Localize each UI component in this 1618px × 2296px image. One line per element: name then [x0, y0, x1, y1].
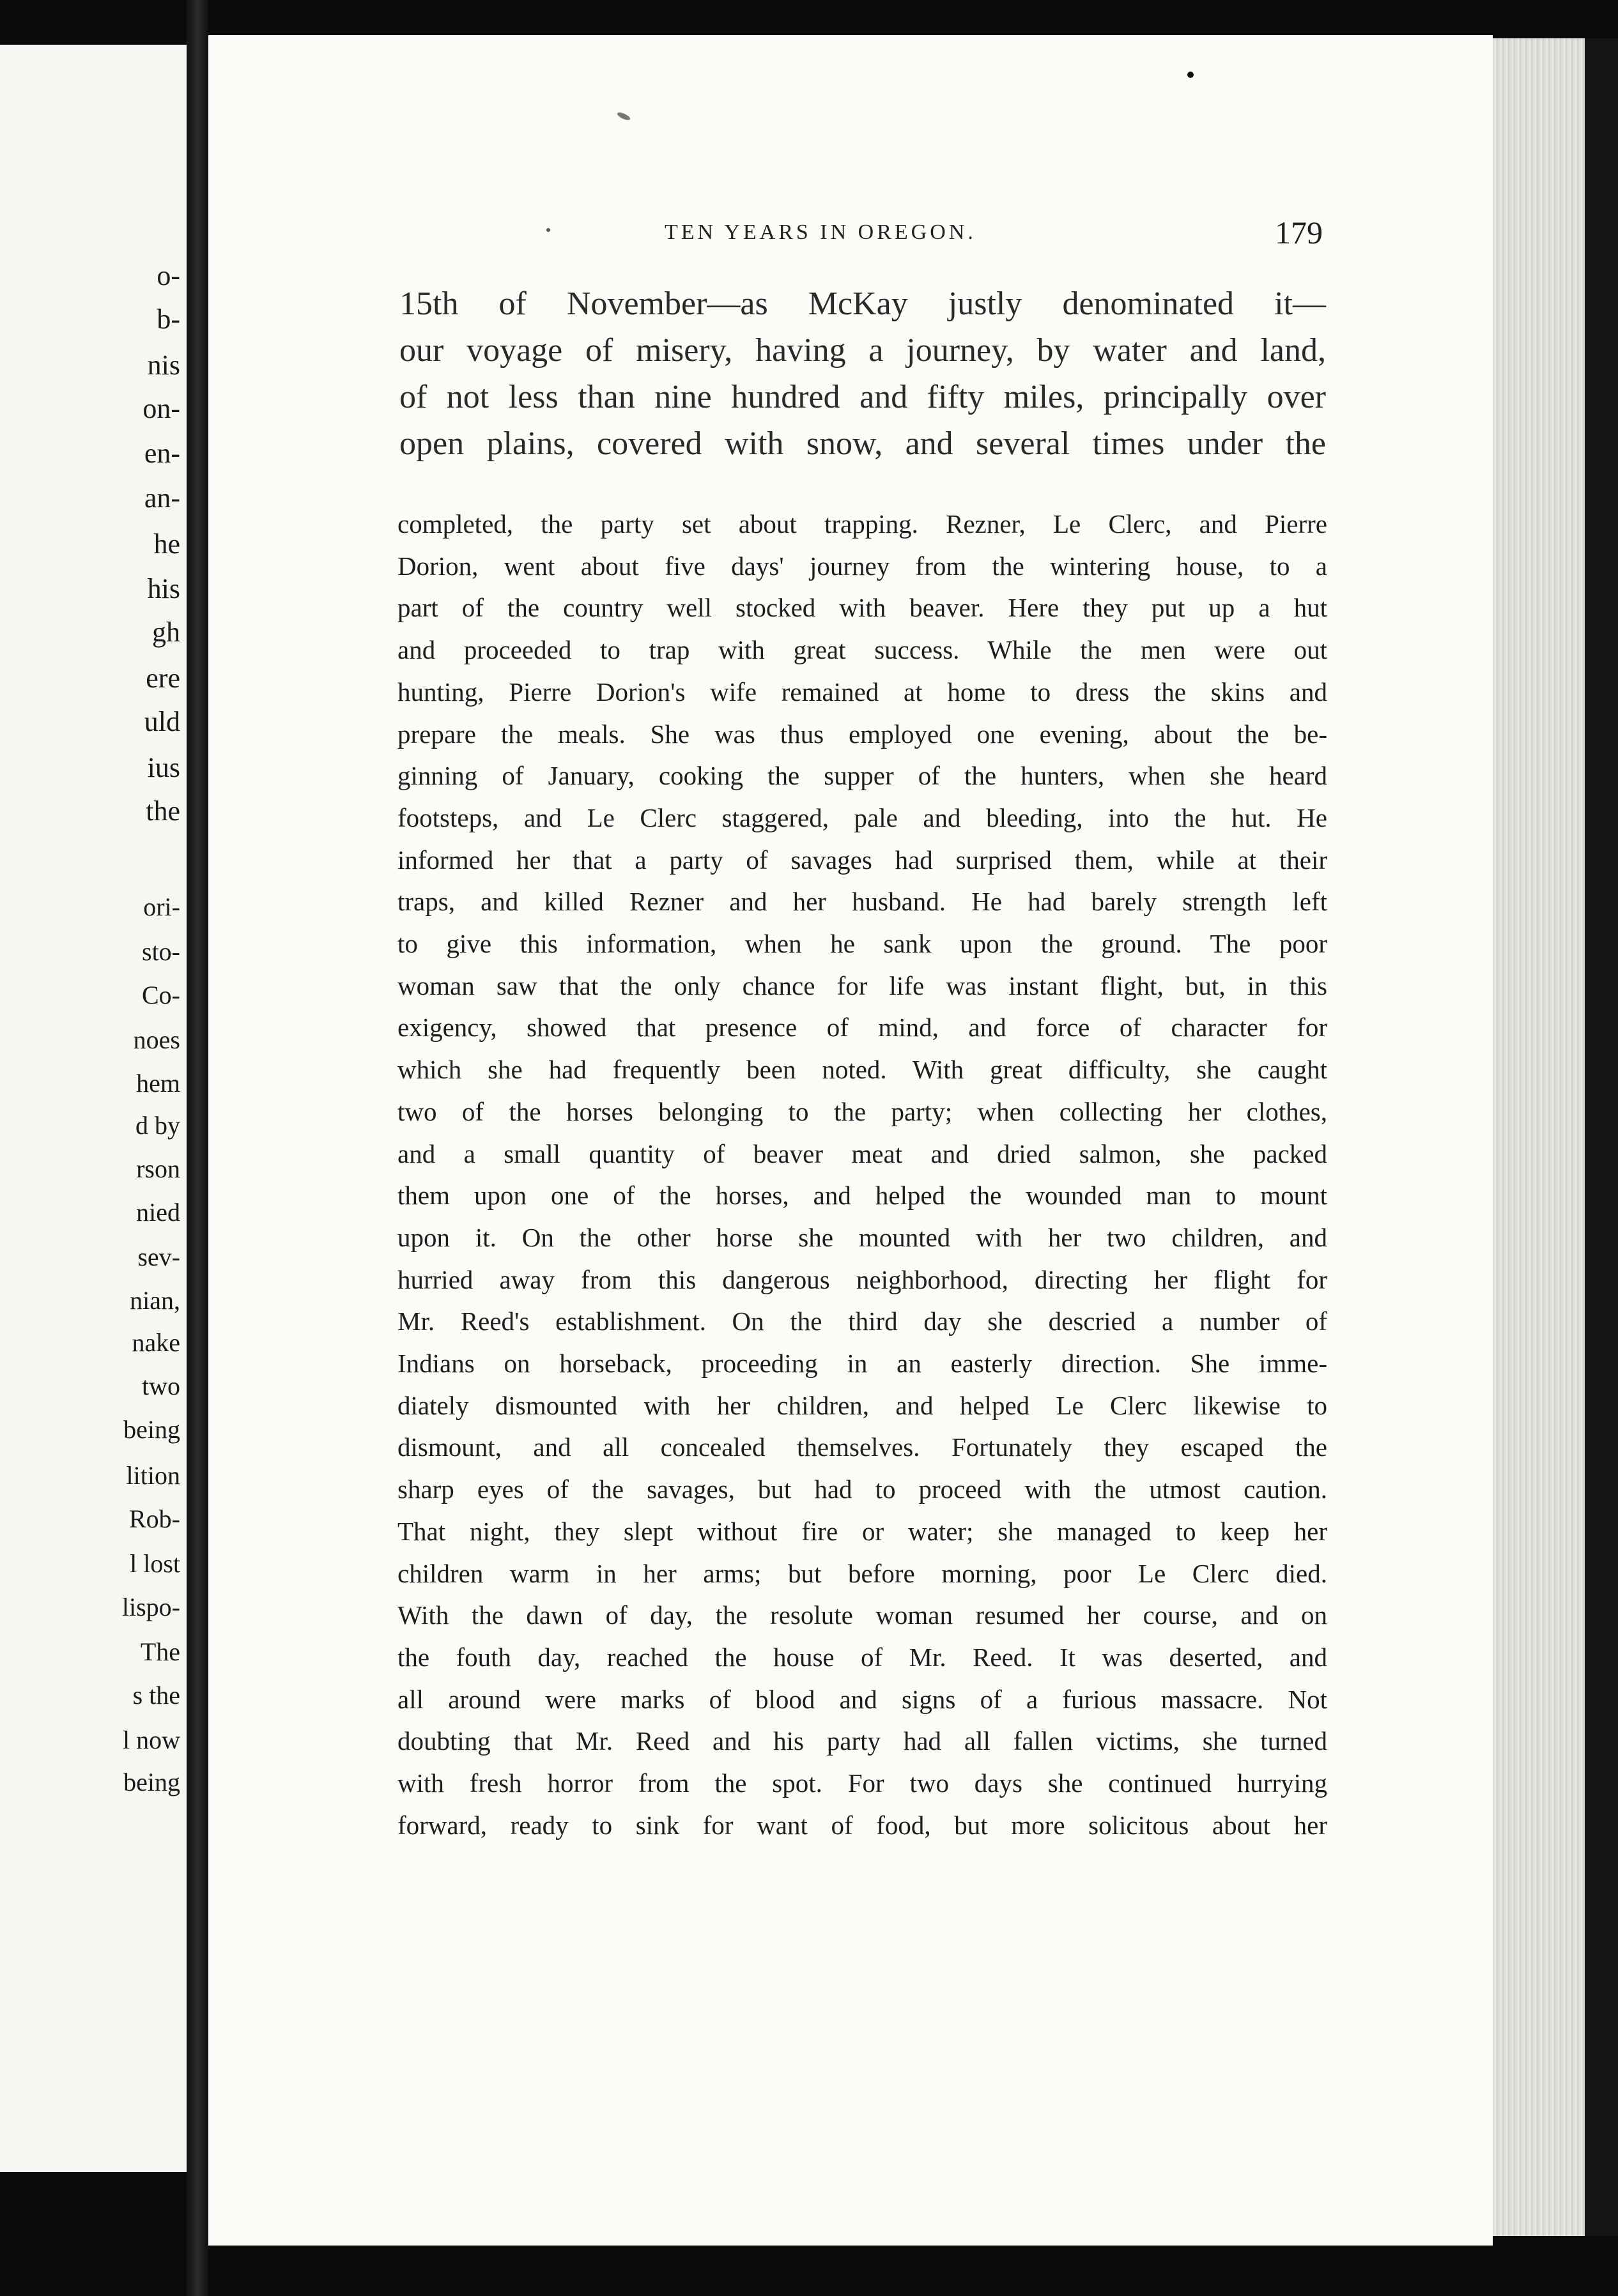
facing-page-fragment-text: o- — [157, 260, 180, 291]
page-number: 179 — [1275, 215, 1323, 250]
text-line: doubting that Mr. Reed and his party had all fallen victims, she turned — [397, 1726, 1327, 1756]
ink-speck — [1187, 72, 1194, 78]
facing-page-fragment-text: being — [123, 1768, 180, 1796]
facing-page-fragment-text: on- — [143, 393, 180, 424]
text-line: informed her that a party of savages had surprised them, while at their — [397, 845, 1327, 875]
facing-page-fragment-text: two — [142, 1372, 180, 1400]
text-line: completed, the party set about trapping. Rezner, Le Clerc, and Pierre — [397, 509, 1327, 539]
text-line: two of the horses belonging to the party; when collecting her clothes, — [397, 1097, 1327, 1126]
text-line: hunting, Pierre Dorion's wife remained at home to dress the skins and — [397, 677, 1327, 707]
text-line: part of the country well stocked with beaver. Here they put up a hut — [397, 593, 1327, 622]
facing-page-fragment-text: hem — [136, 1069, 180, 1098]
text-line: exigency, showed that presence of mind, and force of character for — [397, 1013, 1327, 1042]
text-line: with fresh horror from the spot. For two days she continued hurrying — [397, 1768, 1327, 1798]
facing-page-fragment-text: sev- — [137, 1243, 180, 1271]
facing-page-fragment-text: gh — [152, 616, 180, 648]
text-line: which she had frequently been noted. With great difficulty, she caught — [397, 1055, 1327, 1084]
text-line: Dorion, went about five days' journey from the wintering house, to a — [397, 551, 1327, 581]
text-line: children warm in her arms; but before morning, poor Le Clerc died. — [397, 1559, 1327, 1588]
text-line: 15th of November—as McKay justly denominated it— — [399, 286, 1326, 322]
facing-page-fragment-text: Rob- — [129, 1504, 180, 1533]
text-line: ginning of January, cooking the supper of the hunters, when she heard — [397, 761, 1327, 790]
facing-page-fragment-text: lispo- — [121, 1593, 180, 1621]
facing-page-fragment-text: The — [140, 1637, 180, 1666]
text-line: and proceeded to trap with great success. While the men were out — [397, 635, 1327, 664]
text-line: all around were marks of blood and signs of a furious massacre. Not — [397, 1685, 1327, 1714]
facing-page-fragment-text: nian, — [130, 1286, 180, 1315]
facing-page-fragment-text: the — [146, 795, 180, 827]
facing-page-fragment-text: uld — [144, 706, 180, 737]
text-line: to give this information, when he sank upon the ground. The poor — [397, 929, 1327, 958]
book-gutter — [187, 0, 208, 2296]
facing-page-fragment-text: nake — [132, 1328, 180, 1357]
facing-page-fragment-text: nis — [147, 349, 180, 381]
facing-page-fragment-text: being — [123, 1415, 180, 1444]
facing-page-fragment-text: ere — [146, 662, 180, 694]
text-line: forward, ready to sink for want of food, but more solicitous about her — [397, 1810, 1327, 1840]
facing-page-fragment-text: sto- — [142, 937, 180, 966]
facing-page-fragment-text: he — [153, 528, 180, 560]
text-line: prepare the meals. She was thus employed one evening, about the be- — [397, 719, 1327, 749]
text-line: dismount, and all concealed themselves. Fortunately they escaped the — [397, 1432, 1327, 1462]
facing-page-fragment-text: an- — [144, 482, 180, 514]
facing-page-fragment — [0, 45, 187, 2172]
text-line: upon it. On the other horse she mounted with her two children, and — [397, 1223, 1327, 1252]
facing-page-fragment-text: his — [147, 573, 180, 604]
text-line: them upon one of the horses, and helped the wounded man to mount — [397, 1181, 1327, 1210]
text-line: open plains, covered with snow, and several times under the — [399, 425, 1326, 462]
facing-page-fragment-text: l lost — [130, 1549, 180, 1578]
facing-page-fragment-text: en- — [144, 438, 180, 469]
page-edge-shadow — [1585, 38, 1618, 2236]
text-line: of not less than nine hundred and fifty miles, principally over — [399, 379, 1326, 415]
text-line: woman saw that the only chance for life was instant flight, but, in this — [397, 971, 1327, 1000]
facing-page-fragment-text: d by — [135, 1111, 180, 1140]
facing-page-fragment-text: rson — [136, 1154, 180, 1183]
facing-page-fragment-text: b- — [157, 303, 180, 335]
running-head — [409, 214, 1342, 252]
text-line: hurried away from this dangerous neighborhood, directing her flight for — [397, 1265, 1327, 1294]
text-line: footsteps, and Le Clerc staggered, pale and bleeding, into the hut. He — [397, 803, 1327, 832]
text-line: sharp eyes of the savages, but had to proceed with the utmost caution. — [397, 1474, 1327, 1504]
facing-page-fragment-text: Co- — [142, 981, 180, 1009]
facing-page-fragment-text: nied — [136, 1198, 180, 1227]
facing-page-fragment-text: ius — [147, 752, 180, 783]
text-line: That night, they slept without fire or water; she managed to keep her — [397, 1517, 1327, 1546]
facing-page-fragment-text: lition — [126, 1461, 180, 1490]
text-line: the fouth day, reached the house of Mr. Reed. It was deserted, and — [397, 1642, 1327, 1672]
facing-page-fragment-text: s the — [132, 1681, 180, 1710]
text-line: With the dawn of day, the resolute woman resumed her course, and on — [397, 1600, 1327, 1630]
text-line: and a small quantity of beaver meat and dried salmon, she packed — [397, 1139, 1327, 1168]
facing-page-fragment-text: l now — [123, 1726, 180, 1754]
running-title: TEN YEARS IN OREGON. — [665, 220, 976, 244]
text-line: Mr. Reed's establishment. On the third day she descried a number of — [397, 1306, 1327, 1336]
text-line: traps, and killed Rezner and her husband. He had barely strength left — [397, 887, 1327, 916]
text-line: our voyage of misery, having a journey, by water and land, — [399, 332, 1326, 369]
text-line: diately dismounted with her children, and helped Le Clerc likewise to — [397, 1391, 1327, 1420]
text-line: Indians on horseback, proceeding in an easterly direction. She imme- — [397, 1349, 1327, 1378]
facing-page-fragment-text: noes — [133, 1025, 180, 1054]
facing-page-fragment-text: ori- — [143, 892, 180, 921]
